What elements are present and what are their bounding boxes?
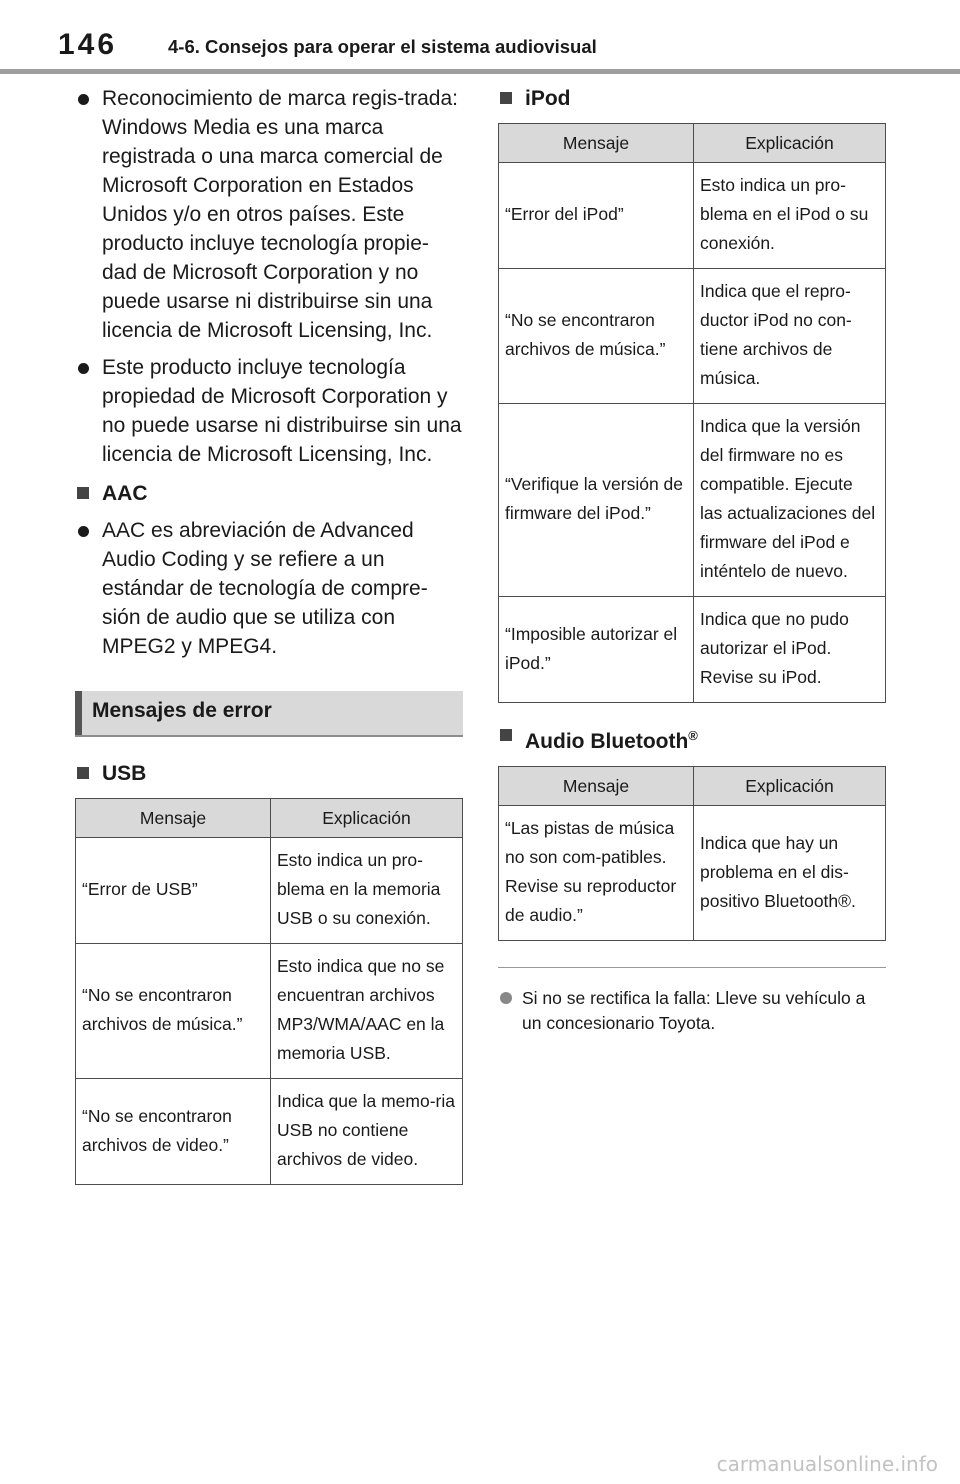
ipod-table xyxy=(498,123,886,703)
table-header-row xyxy=(499,767,886,806)
subhead-usb: USB xyxy=(75,759,463,788)
registered-mark: ® xyxy=(688,728,698,743)
table-row xyxy=(76,944,463,1079)
explanation-cell: Indica que la versión del firmware no es compatible. Ejecute las actualizaciones del firmware del iPod e inténtelo de nuevo. xyxy=(694,404,886,597)
table-row xyxy=(499,269,886,404)
explanation-cell: Indica que la memo-ria USB no contiene archivos de video. xyxy=(271,1079,463,1185)
explanation-cell: Indica que el repro-ductor iPod no con-tiene archivos de música. xyxy=(694,269,886,404)
bluetooth-table xyxy=(498,766,886,941)
column-header-explanation: Explicación xyxy=(694,767,886,806)
explanation-cell: Indica que hay un problema en el dis-positivo Bluetooth®. xyxy=(694,806,886,941)
error-messages-heading xyxy=(75,691,463,737)
message-cell: “Imposible autorizar el iPod.” xyxy=(499,597,694,703)
explanation-cell: Indica que no pudo autorizar el iPod. Revise su iPod. xyxy=(694,597,886,703)
usb-table xyxy=(75,798,463,1185)
bluetooth-title: Audio Bluetooth xyxy=(525,730,689,753)
table-row xyxy=(499,597,886,703)
page-header xyxy=(0,0,960,76)
note-text: Si no se rectifica la falla: Lleve su vehículo a un concesionario Toyota. xyxy=(498,986,886,1036)
message-cell: “Verifique la versión de firmware del iPod.” xyxy=(499,404,694,597)
explanation-cell: Esto indica que no se encuentran archivos MP3/WMA/AAC en la memoria USB. xyxy=(271,944,463,1079)
table-row xyxy=(76,838,463,944)
column-header-message: Mensaje xyxy=(499,124,694,163)
bullet-license: Este producto incluye tecnología propiedad de Microsoft Corporation y no puede usarse ni distribuirse sin una licencia de Microsoft Licensing, Inc. xyxy=(75,353,463,469)
note-divider xyxy=(498,967,886,968)
message-cell: “Las pistas de música no son com-patibles. Revise su reproductor de audio.” xyxy=(499,806,694,941)
message-cell: “Error del iPod” xyxy=(499,163,694,269)
header-rule xyxy=(0,69,960,74)
message-cell: “No se encontraron archivos de música.” xyxy=(76,944,271,1079)
table-row xyxy=(76,1079,463,1185)
message-cell: “No se encontraron archivos de video.” xyxy=(76,1079,271,1185)
table-header-row xyxy=(76,799,463,838)
table-row xyxy=(499,806,886,941)
subhead-bluetooth xyxy=(498,721,886,756)
subhead-aac: AAC xyxy=(75,479,463,508)
bullet-trademark: Reconocimiento de marca regis-trada: Windows Media es una marca registrada o una marca comercial de Microsoft Corporation en Estados Unidos y/o en otros países. Este producto incluye tecnología propie-dad de Microsoft Corporation y no puede usarse ni distribuirse sin una licencia de Microsoft Licensing, Inc. xyxy=(75,84,463,345)
explanation-cell: Esto indica un pro-blema en la memoria USB o su conexión. xyxy=(271,838,463,944)
page-number: 146 xyxy=(58,28,118,61)
explanation-cell: Esto indica un pro-blema en el iPod o su conexión. xyxy=(694,163,886,269)
column-header-message: Mensaje xyxy=(76,799,271,838)
bullet-aac: AAC es abreviación de Advanced Audio Coding y se refiere a un estándar de tecnología de compre-sión de audio que se utiliza con MPEG2 y MPEG4. xyxy=(75,516,463,661)
watermark: carmanualsonline.info xyxy=(716,1452,938,1476)
column-header-explanation: Explicación xyxy=(271,799,463,838)
column-header-explanation: Explicación xyxy=(694,124,886,163)
right-column xyxy=(498,84,886,1053)
table-row xyxy=(499,404,886,597)
table-header-row xyxy=(499,124,886,163)
error-messages-title: Mensajes de error xyxy=(92,699,272,722)
section-title: 4-6. Consejos para operar el sistema audiovisual xyxy=(168,36,597,57)
subhead-ipod: iPod xyxy=(498,84,886,113)
message-cell: “Error de USB” xyxy=(76,838,271,944)
table-row xyxy=(499,163,886,269)
left-column xyxy=(75,84,463,1197)
message-cell: “No se encontraron archivos de música.” xyxy=(499,269,694,404)
column-header-message: Mensaje xyxy=(499,767,694,806)
